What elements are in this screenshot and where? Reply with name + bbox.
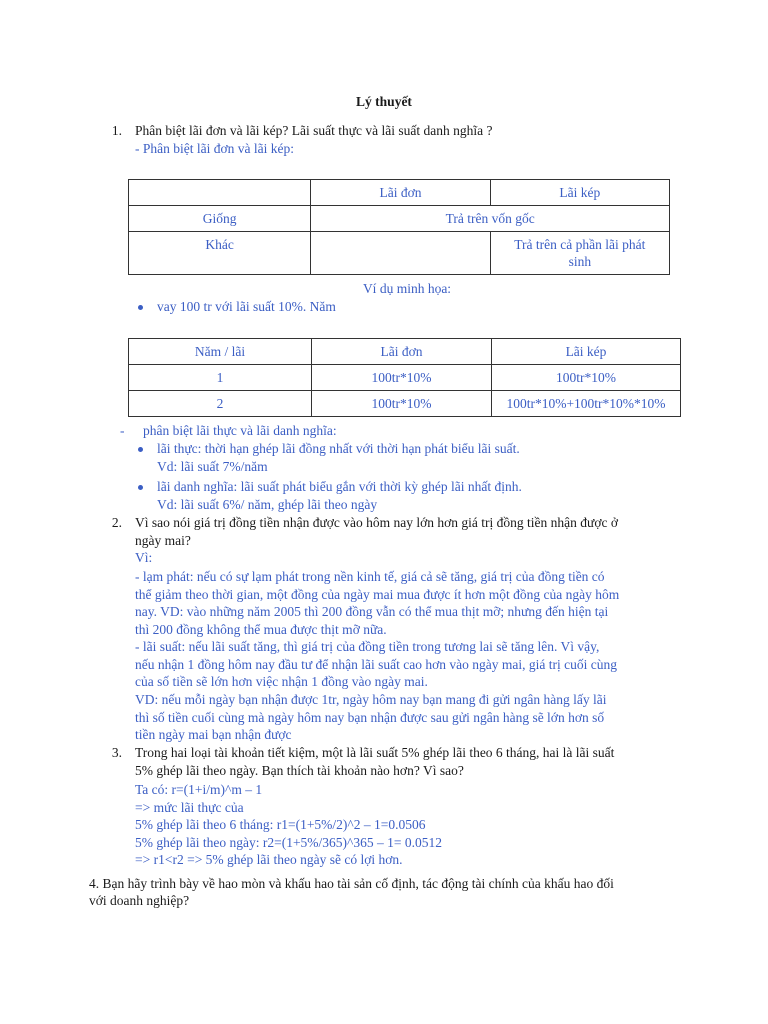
paragraph-line: tiền ngày mai bạn nhận được xyxy=(135,727,292,742)
paragraph-line: - lạm phát: nếu có sự lạm phát trong nền kinh tế, giá cả sẽ tăng, giá trị của đồng tiền có xyxy=(135,569,605,584)
table-cell: 100tr*10%+100tr*10%*10% xyxy=(492,391,681,417)
question-2-number: 2. xyxy=(111,515,122,530)
paragraph-line: thể giảm theo thời gian, một đồng của ngày mai mua được ít hơn một đồng của ngày hôm xyxy=(135,586,620,602)
table-cell: 100tr*10% xyxy=(312,391,492,417)
paragraph-line: VD: nếu mỗi ngày bạn nhận được 1tr, ngày hôm nay bạn mang đi gửi ngân hàng lấy lãi xyxy=(135,692,607,707)
bullet-icon xyxy=(138,447,143,452)
inflation-paragraph xyxy=(135,568,619,638)
answer-line: => r1<r2 => 5% ghép lãi theo ngày sẽ có lợi hơn. xyxy=(135,852,403,867)
real-rate-example: Vd: lãi suất 7%/năm xyxy=(157,459,268,474)
paragraph-line: nếu nhận 1 đồng hôm nay đầu tư để nhận lãi suất cao hơn vào ngày mai, giá trị cuối cùng xyxy=(135,656,617,672)
table-cell: 2 xyxy=(129,391,312,417)
question-1-number: 1. xyxy=(111,123,122,138)
answer-line: 5% ghép lãi theo ngày: r2=(1+5%/365)^365 – 1= 0.0512 xyxy=(135,834,442,850)
nominal-rate-definition: lãi danh nghĩa: lãi suất phát biểu gắn với thời kỳ ghép lãi nhất định. xyxy=(157,479,522,494)
table-row xyxy=(129,391,681,417)
row-label-different: Khác xyxy=(129,232,311,275)
different-compound-line: Trả trên cả phần lãi phát xyxy=(514,237,646,252)
different-compound-line: sinh xyxy=(568,254,592,269)
example-paragraph xyxy=(135,691,607,744)
q2-answer-intro: Vì: xyxy=(135,550,153,565)
nominal-rate-example: Vd: lãi suất 6%/ năm, ghép lãi theo ngày xyxy=(157,497,378,512)
table-header-cell: Lãi đơn xyxy=(311,180,490,206)
table-row xyxy=(129,206,670,232)
question-2-line: Vì sao nói giá trị đồng tiền nhận được vào hôm nay lớn hơn giá trị đồng tiền nhận được ở xyxy=(135,515,618,530)
answer-line: 5% ghép lãi theo 6 tháng: r1=(1+5%/2)^2 – 1=0.0506 xyxy=(135,817,426,832)
different-simple-cell xyxy=(311,232,490,275)
table-header-row xyxy=(129,339,681,365)
simple-vs-compound-table xyxy=(128,179,670,275)
paragraph-line: thì 200 đồng không thể mua được thịt mỡ nữa. xyxy=(135,621,387,637)
table-header-cell: Lãi kép xyxy=(490,180,669,206)
page-title: Lý thuyết xyxy=(356,94,412,109)
answer-line: => mức lãi thực của xyxy=(135,799,244,815)
paragraph-line: của số tiền sẽ lớn hơn việc nhận 1 đồng vào ngày mai. xyxy=(135,674,428,689)
paragraph-line: - lãi suất: nếu lãi suất tăng, thì giá trị của đồng tiền trong tương lai sẽ tăng lên. Vì vậy, xyxy=(135,639,600,654)
example-bullet-text: vay 100 tr với lãi suất 10%. Năm xyxy=(157,299,336,314)
table-header-cell: Lãi đơn xyxy=(312,339,492,365)
loan-example-table xyxy=(128,338,681,417)
table-cell: 100tr*10% xyxy=(492,365,681,391)
question-2-line: ngày mai? xyxy=(135,533,191,548)
q1-subheading-2: phân biệt lãi thực và lãi danh nghĩa: xyxy=(143,423,337,438)
table-cell: 100tr*10% xyxy=(312,365,492,391)
question-1-text: Phân biệt lãi đơn và lãi kép? Lãi suất thực và lãi suất danh nghĩa ? xyxy=(135,123,493,138)
q3-answer xyxy=(135,781,442,869)
bullet-icon xyxy=(138,305,143,310)
table-cell xyxy=(129,180,311,206)
table-header-row xyxy=(129,180,670,206)
interest-paragraph xyxy=(135,638,617,691)
bullet-icon xyxy=(138,485,143,490)
similar-value: Trả trên vốn gốc xyxy=(311,206,670,232)
question-4-line: 4. Bạn hãy trình bày về hao mòn và khấu hao tài sản cố định, tác động tài chính của khấu hao đối xyxy=(89,876,614,891)
question-3-line: Trong hai loại tài khoản tiết kiệm, một là lãi suất 5% ghép lãi theo 6 tháng, hai là lãi suất xyxy=(135,745,615,760)
different-compound-cell xyxy=(490,232,669,275)
table-row xyxy=(129,365,681,391)
table-header-cell: Lãi kép xyxy=(492,339,681,365)
question-3-line: 5% ghép lãi theo ngày. Bạn thích tài khoản nào hơn? Vì sao? xyxy=(135,763,464,778)
answer-line: Ta có: r=(1+i/m)^m – 1 xyxy=(135,782,263,797)
table-cell: 1 xyxy=(129,365,312,391)
table-row xyxy=(129,232,670,275)
dash-marker: - xyxy=(120,423,125,438)
q1-subheading: - Phân biệt lãi đơn và lãi kép: xyxy=(135,141,294,156)
paragraph-line: nay. VD: vào những năm 2005 thì 200 đồng vẫn có thể mua thịt mỡ; nhưng đến hiện tại xyxy=(135,604,609,619)
row-label-similar: Giống xyxy=(129,206,311,232)
paragraph-line: thì số tiền cuối cùng mà ngày hôm nay bạn nhận được sau gửi ngân hàng sẽ lớn hơn số xyxy=(135,709,605,725)
example-heading: Ví dụ minh họa: xyxy=(362,281,452,296)
question-3-number: 3. xyxy=(111,745,122,760)
question-4-line: với doanh nghiệp? xyxy=(89,893,190,908)
table-header-cell: Năm / lãi xyxy=(129,339,312,365)
real-rate-definition: lãi thực: thời hạn ghép lãi đồng nhất với thời hạn phát biểu lãi suất. xyxy=(157,441,520,456)
